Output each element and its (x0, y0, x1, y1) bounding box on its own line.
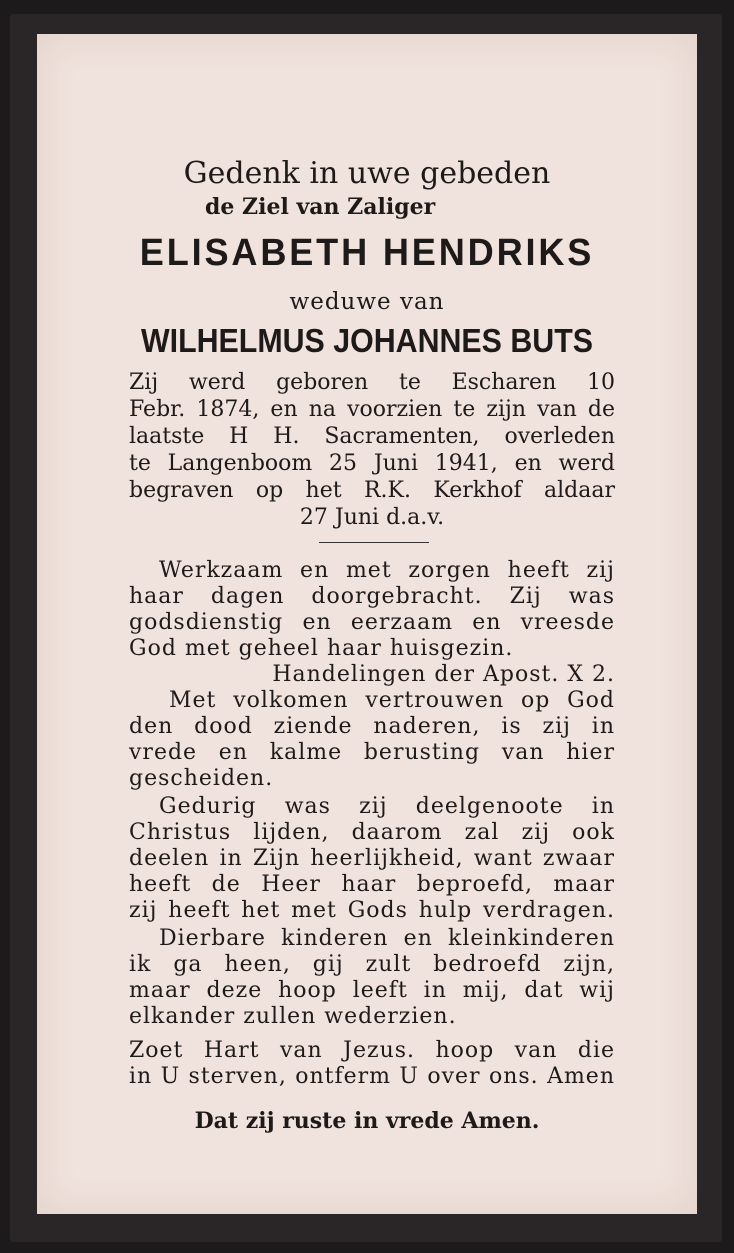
verse-line: Zoet Hart van Jezus. hoop van die (129, 1038, 615, 1063)
closing-prayer: Dat zij ruste in vrede Amen. (194, 1108, 540, 1134)
spouse-name: WILHELMUS JOHANNES BUTS (140, 322, 594, 359)
verse-line: Christus lijden, daarom zal zij ook (129, 820, 615, 845)
divider (319, 542, 429, 543)
verse-line: haar dagen doorgebracht. Zij was (129, 584, 615, 609)
verse-line: vrede en kalme berusting van hier (129, 740, 615, 765)
bio-line: Febr. 1874, en na voorzien te zijn van de (129, 397, 615, 422)
memorial-card (37, 34, 697, 1214)
verse-line: Werkzaam en met zorgen heeft zij (159, 558, 615, 583)
bio-line: Zij werd geboren te Escharen 10 (129, 370, 615, 395)
heading-soul: de Ziel van Zaliger (205, 194, 436, 220)
verse-line: ik ga heen, gij zult bedroefd zijn, (129, 952, 615, 977)
verse-line: Gedurig was zij deelgenoote in (159, 794, 615, 819)
relation-label: weduwe van (289, 289, 445, 315)
verse-line: in U sterven, ontferm U over ons. Amen (129, 1064, 615, 1089)
verse-reference: Handelingen der Apost. X 2. (272, 662, 615, 687)
heading-pray: Gedenk in uwe gebeden (183, 156, 551, 191)
verse-line: Dierbare kinderen en kleinkinderen (159, 926, 615, 951)
verse-line: deelen in Zijn heerlijkheid, want zwaar (129, 846, 615, 871)
verse-line: gescheiden. (129, 766, 274, 791)
verse-line: Met volkomen vertrouwen op God (169, 688, 615, 713)
bio-line: te Langenboom 25 Juni 1941, en werd (129, 451, 615, 476)
verse-line: heeft de Heer haar beproefd, maar (129, 872, 615, 897)
verse-line: God met geheel haar huisgezin. (129, 636, 514, 661)
deceased-name: ELISABETH HENDRIKS (139, 232, 595, 274)
verse-line: elkander zullen wederzien. (129, 1004, 457, 1029)
verse-line: maar deze hoop leeft in mij, dat wij (129, 978, 615, 1003)
bio-line: begraven op het R.K. Kerkhof aldaar (129, 478, 615, 503)
bio-line: laatste H H. Sacramenten, overleden (129, 424, 615, 449)
verse-line: zij heeft het met Gods hulp verdragen. (129, 898, 615, 923)
verse-line: godsdienstig en eerzaam en vreesde (129, 610, 615, 635)
bio-line: 27 Juni d.a.v. (299, 505, 445, 530)
verse-line: den dood ziende naderen, is zij in (129, 714, 615, 739)
